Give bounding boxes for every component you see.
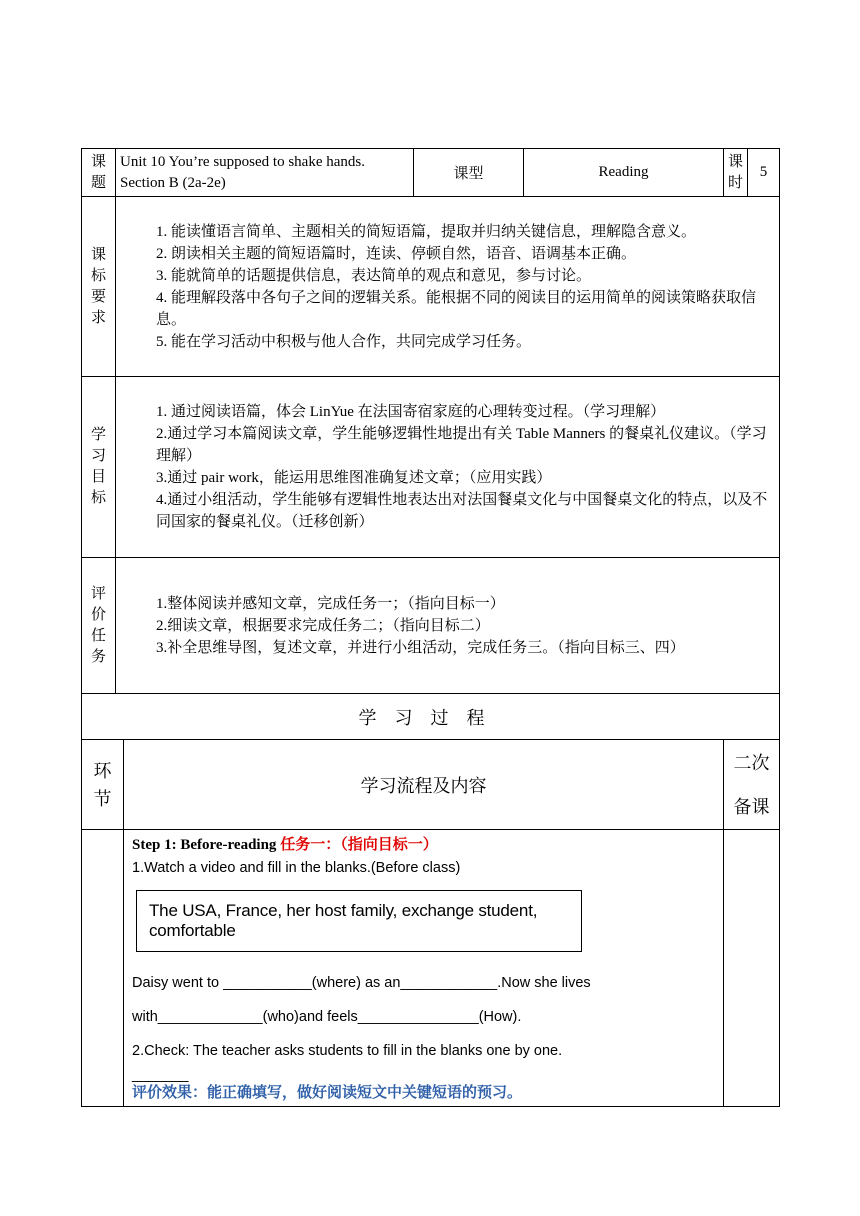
standards-row xyxy=(82,197,780,377)
period-value: 5 xyxy=(748,149,780,197)
header-row xyxy=(82,149,780,197)
step1-heading xyxy=(132,834,715,856)
word-box: The USA, France, her host family, exchange student, comfortable xyxy=(136,890,582,952)
process-title: 学习过程 xyxy=(82,694,780,740)
objectives-row xyxy=(82,377,780,558)
blank-line: _______ xyxy=(132,1067,189,1083)
stage-column-header: 环 节 xyxy=(82,740,124,830)
objectives-content xyxy=(116,377,780,558)
topic-line-2: Section B (2a-2e) xyxy=(120,174,226,191)
standard-item: 5. 能在学习活动中积极与他人合作，共同完成学习任务。 xyxy=(156,333,532,350)
evaluation-label: 评 价 任 务 xyxy=(82,558,116,694)
fill-line-b: with_____________(who)and feels_______________(How). xyxy=(132,1009,522,1025)
standards-content xyxy=(116,197,780,377)
check-instruction: 2.Check: The teacher asks students to fill in the blanks one by one. xyxy=(132,1043,563,1059)
prep-column-header: 二次 备课 xyxy=(724,740,780,830)
objective-item: 2.通过学习本篇阅读文章，学生能够逻辑性地提出有关 Table Manners 的餐桌礼仪建议。（学习理解） xyxy=(156,426,767,464)
evaluation-item: 1.整体阅读并感知文章，完成任务一；（指向目标一） xyxy=(156,595,505,612)
fill-line-a: Daisy went to ___________(where) as an____________.Now she lives xyxy=(132,975,591,991)
lesson-plan-sheet xyxy=(81,148,779,1107)
step1-row xyxy=(82,830,780,1107)
objective-item: 4.通过小组活动，学生能够有逻辑性地表达出对法国餐桌文化与中国餐桌文化的特点，以及不同国家的餐桌礼仪。（迁移创新） xyxy=(156,492,768,530)
step1-instruction: 1.Watch a video and fill in the blanks.(Before class) xyxy=(132,860,461,876)
standard-item: 4. 能理解段落中各句子之间的逻辑关系。能根据不同的阅读目的运用简单的阅读策略获取信息。 xyxy=(156,289,757,328)
topic-line-1: Unit 10 You’re supposed to shake hands. xyxy=(120,153,365,170)
type-value: Reading xyxy=(524,149,724,197)
topic-label: 课 题 xyxy=(82,149,116,197)
step1-title: Step 1: Before-reading xyxy=(132,837,277,853)
standard-item: 2. 朗读相关主题的简短语篇时，连读、停顿自然，语音、语调基本正确。 xyxy=(156,245,637,262)
standard-item: 1. 能读懂语言简单、主题相关的简短语篇，提取并归纳关键信息，理解隐含意义。 xyxy=(156,223,697,240)
step1-content xyxy=(124,830,724,1107)
evaluation-item: 3.补全思维导图，复述文章，并进行小组活动，完成任务三。（指向目标三、四） xyxy=(156,639,685,656)
step1-prep-cell xyxy=(724,830,780,1107)
topic-value xyxy=(116,149,414,197)
lesson-plan-table xyxy=(81,148,780,1107)
objective-item: 3.通过 pair work，能运用思维图准确复述文章；（应用实践） xyxy=(156,470,552,486)
step1-stage-cell xyxy=(82,830,124,1107)
type-label: 课型 xyxy=(414,149,524,197)
evaluation-item: 2.细读文章，根据要求完成任务二；（指向目标二） xyxy=(156,617,490,634)
content-column-header: 学习流程及内容 xyxy=(124,740,724,830)
standards-label: 课 标 要 求 xyxy=(82,197,116,377)
evaluation-content xyxy=(116,558,780,694)
process-title-row xyxy=(82,694,780,740)
objectives-label: 学 习 目 标 xyxy=(82,377,116,558)
evaluation-row xyxy=(82,558,780,694)
objective-item: 1. 通过阅读语篇，体会 LinYue 在法国寄宿家庭的心理转变过程。（学习理解） xyxy=(156,404,666,420)
period-label: 课 时 xyxy=(724,149,748,197)
step1-task-label: 任务一：（指向目标一） xyxy=(280,837,438,853)
standard-item: 3. 能就简单的话题提供信息，表达简单的观点和意见，参与讨论。 xyxy=(156,267,592,284)
process-header-row xyxy=(82,740,780,830)
step1-evaluation: 评价效果：能正确填写，做好阅读短文中关键短语的预习。 xyxy=(132,1085,523,1101)
